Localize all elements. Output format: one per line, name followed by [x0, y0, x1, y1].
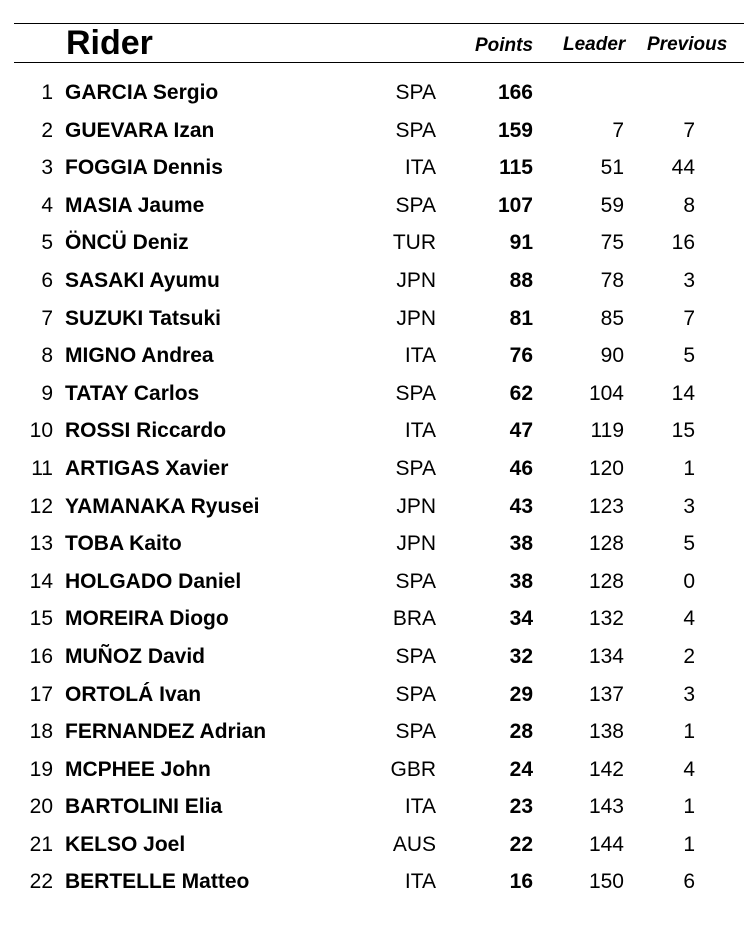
nation-cell: SPA — [395, 118, 436, 142]
rider-name-cell: YAMANAKA Ryusei — [65, 494, 260, 518]
nation-cell: AUS — [392, 832, 436, 856]
table-row — [0, 262, 745, 300]
position-cell: 10 — [29, 419, 53, 443]
points-cell: 29 — [509, 682, 533, 706]
table-row — [0, 112, 745, 150]
gap-to-previous-cell: 1 — [683, 832, 695, 856]
nation-cell: JPN — [396, 306, 436, 330]
rider-name-cell: FOGGIA Dennis — [65, 156, 223, 180]
gap-to-leader-cell: 78 — [600, 268, 624, 292]
rider-name-cell: MOREIRA Diogo — [65, 607, 229, 631]
table-row — [0, 300, 745, 338]
rider-name-cell: FERNANDEZ Adrian — [65, 720, 267, 744]
gap-to-leader-cell: 144 — [588, 832, 624, 856]
position-cell: 12 — [29, 494, 53, 518]
points-cell: 16 — [509, 870, 533, 894]
gap-to-previous-cell: 6 — [683, 870, 695, 894]
points-cell: 107 — [497, 193, 533, 217]
points-cell: 76 — [509, 344, 533, 368]
gap-to-leader-cell: 132 — [588, 607, 624, 631]
rider-name-cell: TOBA Kaito — [65, 532, 182, 556]
position-cell: 1 — [41, 81, 53, 104]
column-header-rider: Rider — [66, 24, 153, 62]
position-cell: 2 — [41, 118, 53, 142]
gap-to-leader-cell: 137 — [588, 682, 624, 706]
gap-to-previous-cell: 15 — [671, 419, 695, 443]
points-cell: 23 — [509, 795, 533, 819]
rider-name-cell: MIGNO Andrea — [65, 344, 214, 368]
rider-name-cell: ÖNCÜ Deniz — [65, 231, 189, 255]
gap-to-previous-cell: 16 — [671, 231, 695, 255]
table-row — [0, 488, 745, 526]
table-row — [0, 450, 745, 488]
table-row — [0, 224, 745, 262]
gap-to-leader-cell: 150 — [588, 870, 624, 894]
nation-cell: ITA — [404, 156, 436, 180]
table-row — [0, 187, 745, 225]
position-cell: 20 — [29, 795, 53, 819]
gap-to-previous-cell: 4 — [683, 607, 695, 631]
rider-name-cell: SASAKI Ayumu — [65, 268, 220, 292]
table-row — [0, 412, 745, 450]
table-row — [0, 826, 745, 864]
header-bottom-rule — [14, 62, 744, 63]
position-cell: 21 — [29, 832, 53, 856]
nation-cell: JPN — [396, 494, 436, 518]
gap-to-previous-cell: 1 — [683, 795, 695, 819]
nation-cell: ITA — [404, 419, 436, 443]
points-cell: 88 — [509, 268, 533, 292]
column-header-leader: Leader — [563, 34, 626, 55]
gap-to-leader-cell: 85 — [600, 306, 624, 330]
rider-name-cell: ROSSI Riccardo — [65, 419, 227, 443]
nation-cell: BRA — [392, 607, 436, 631]
nation-cell: GBR — [390, 757, 436, 781]
points-cell: 22 — [509, 832, 533, 856]
rider-name-cell: TATAY Carlos — [65, 381, 200, 405]
nation-cell: SPA — [395, 569, 436, 593]
position-cell: 15 — [29, 607, 53, 631]
standings-table — [0, 74, 745, 901]
nation-cell: SPA — [395, 720, 436, 744]
table-row — [0, 863, 745, 901]
gap-to-leader-cell: 134 — [588, 644, 624, 668]
position-cell: 9 — [41, 381, 53, 405]
rider-name-cell: MCPHEE John — [65, 757, 211, 781]
position-cell: 7 — [41, 306, 53, 330]
position-cell: 17 — [29, 682, 53, 706]
gap-to-leader-cell: 7 — [612, 118, 624, 142]
gap-to-leader-cell: 75 — [600, 231, 624, 255]
gap-to-previous-cell: 4 — [683, 757, 695, 781]
position-cell: 3 — [41, 156, 53, 180]
nation-cell: SPA — [395, 193, 436, 217]
rider-name-cell: ORTOLÁ Ivan — [65, 682, 202, 706]
position-cell: 6 — [41, 268, 53, 292]
gap-to-leader-cell: 138 — [588, 720, 624, 744]
table-row — [0, 74, 745, 112]
points-cell: 47 — [509, 419, 533, 443]
gap-to-leader-cell: 128 — [588, 532, 624, 556]
gap-to-previous-cell: 2 — [683, 644, 695, 668]
gap-to-leader-cell: 104 — [588, 381, 624, 405]
rider-name-cell: MASIA Jaume — [65, 193, 205, 217]
gap-to-leader-cell: 143 — [588, 795, 624, 819]
points-cell: 62 — [509, 381, 533, 405]
points-cell: 24 — [509, 757, 533, 781]
gap-to-leader-cell: 128 — [588, 569, 624, 593]
gap-to-previous-cell: 5 — [683, 344, 695, 368]
rider-name-cell: SUZUKI Tatsuki — [65, 306, 221, 330]
table-row — [0, 525, 745, 563]
table-row — [0, 563, 745, 601]
gap-to-previous-cell: 1 — [683, 720, 695, 744]
position-cell: 16 — [29, 644, 53, 668]
table-row — [0, 149, 745, 187]
gap-to-previous-cell: 8 — [683, 193, 695, 217]
position-cell: 19 — [29, 757, 53, 781]
gap-to-leader-cell: 123 — [588, 494, 624, 518]
points-cell: 46 — [509, 456, 533, 480]
table-row — [0, 375, 745, 413]
position-cell: 4 — [41, 193, 53, 217]
table-row — [0, 676, 745, 714]
position-cell: 18 — [29, 720, 53, 744]
nation-cell: ITA — [404, 870, 436, 894]
position-cell: 5 — [41, 231, 53, 255]
gap-to-leader-cell: 51 — [600, 156, 624, 180]
points-cell: 34 — [509, 607, 533, 631]
gap-to-previous-cell: 3 — [683, 494, 695, 518]
table-row — [0, 600, 745, 638]
table-row — [0, 713, 745, 751]
table-row — [0, 638, 745, 676]
gap-to-leader-cell: 120 — [588, 456, 624, 480]
points-cell: 81 — [509, 306, 533, 330]
rider-name-cell: GUEVARA Izan — [65, 118, 215, 142]
points-cell: 159 — [497, 118, 533, 142]
gap-to-previous-cell: 14 — [671, 381, 695, 405]
points-cell: 38 — [509, 532, 533, 556]
points-cell: 43 — [509, 494, 533, 518]
position-cell: 11 — [31, 456, 53, 480]
rider-name-cell: ARTIGAS Xavier — [65, 456, 229, 480]
column-header-points: Points — [475, 35, 534, 56]
gap-to-leader-cell: 59 — [600, 193, 624, 217]
gap-to-previous-cell: 3 — [683, 682, 695, 706]
nation-cell: SPA — [395, 381, 436, 405]
gap-to-previous-cell: 44 — [671, 156, 695, 180]
table-row — [0, 337, 745, 375]
points-cell: 32 — [509, 644, 533, 668]
gap-to-previous-cell: 1 — [683, 456, 695, 480]
nation-cell: SPA — [395, 644, 436, 668]
gap-to-previous-cell: 5 — [683, 532, 695, 556]
nation-cell: ITA — [404, 795, 436, 819]
rider-name-cell: BARTOLINI Elia — [65, 795, 223, 819]
rider-name-cell: BERTELLE Matteo — [65, 870, 250, 894]
gap-to-leader-cell: 90 — [600, 344, 624, 368]
nation-cell: TUR — [392, 231, 436, 255]
nation-cell: SPA — [395, 81, 436, 104]
nation-cell: SPA — [395, 456, 436, 480]
rider-name-cell: MUÑOZ David — [65, 644, 206, 668]
points-cell: 91 — [509, 231, 533, 255]
position-cell: 22 — [29, 870, 53, 894]
gap-to-previous-cell: 7 — [683, 306, 695, 330]
gap-to-previous-cell: 0 — [683, 569, 695, 593]
points-cell: 38 — [509, 569, 533, 593]
rider-name-cell: HOLGADO Daniel — [65, 569, 242, 593]
table-row — [0, 751, 745, 789]
gap-to-leader-cell: 142 — [588, 757, 624, 781]
points-cell: 28 — [509, 720, 533, 744]
table-row — [0, 788, 745, 826]
points-cell: 115 — [499, 156, 533, 180]
nation-cell: JPN — [396, 532, 436, 556]
nation-cell: JPN — [396, 268, 436, 292]
points-cell: 166 — [497, 81, 533, 104]
position-cell: 8 — [41, 344, 53, 368]
rider-name-cell: GARCIA Sergio — [65, 81, 219, 104]
column-header-previous: Previous — [647, 34, 728, 55]
nation-cell: ITA — [404, 344, 436, 368]
position-cell: 14 — [29, 569, 53, 593]
gap-to-previous-cell: 7 — [683, 118, 695, 142]
nation-cell: SPA — [395, 682, 436, 706]
gap-to-leader-cell: 119 — [590, 419, 624, 443]
position-cell: 13 — [29, 532, 53, 556]
rider-name-cell: KELSO Joel — [65, 832, 186, 856]
gap-to-previous-cell: 3 — [683, 268, 695, 292]
